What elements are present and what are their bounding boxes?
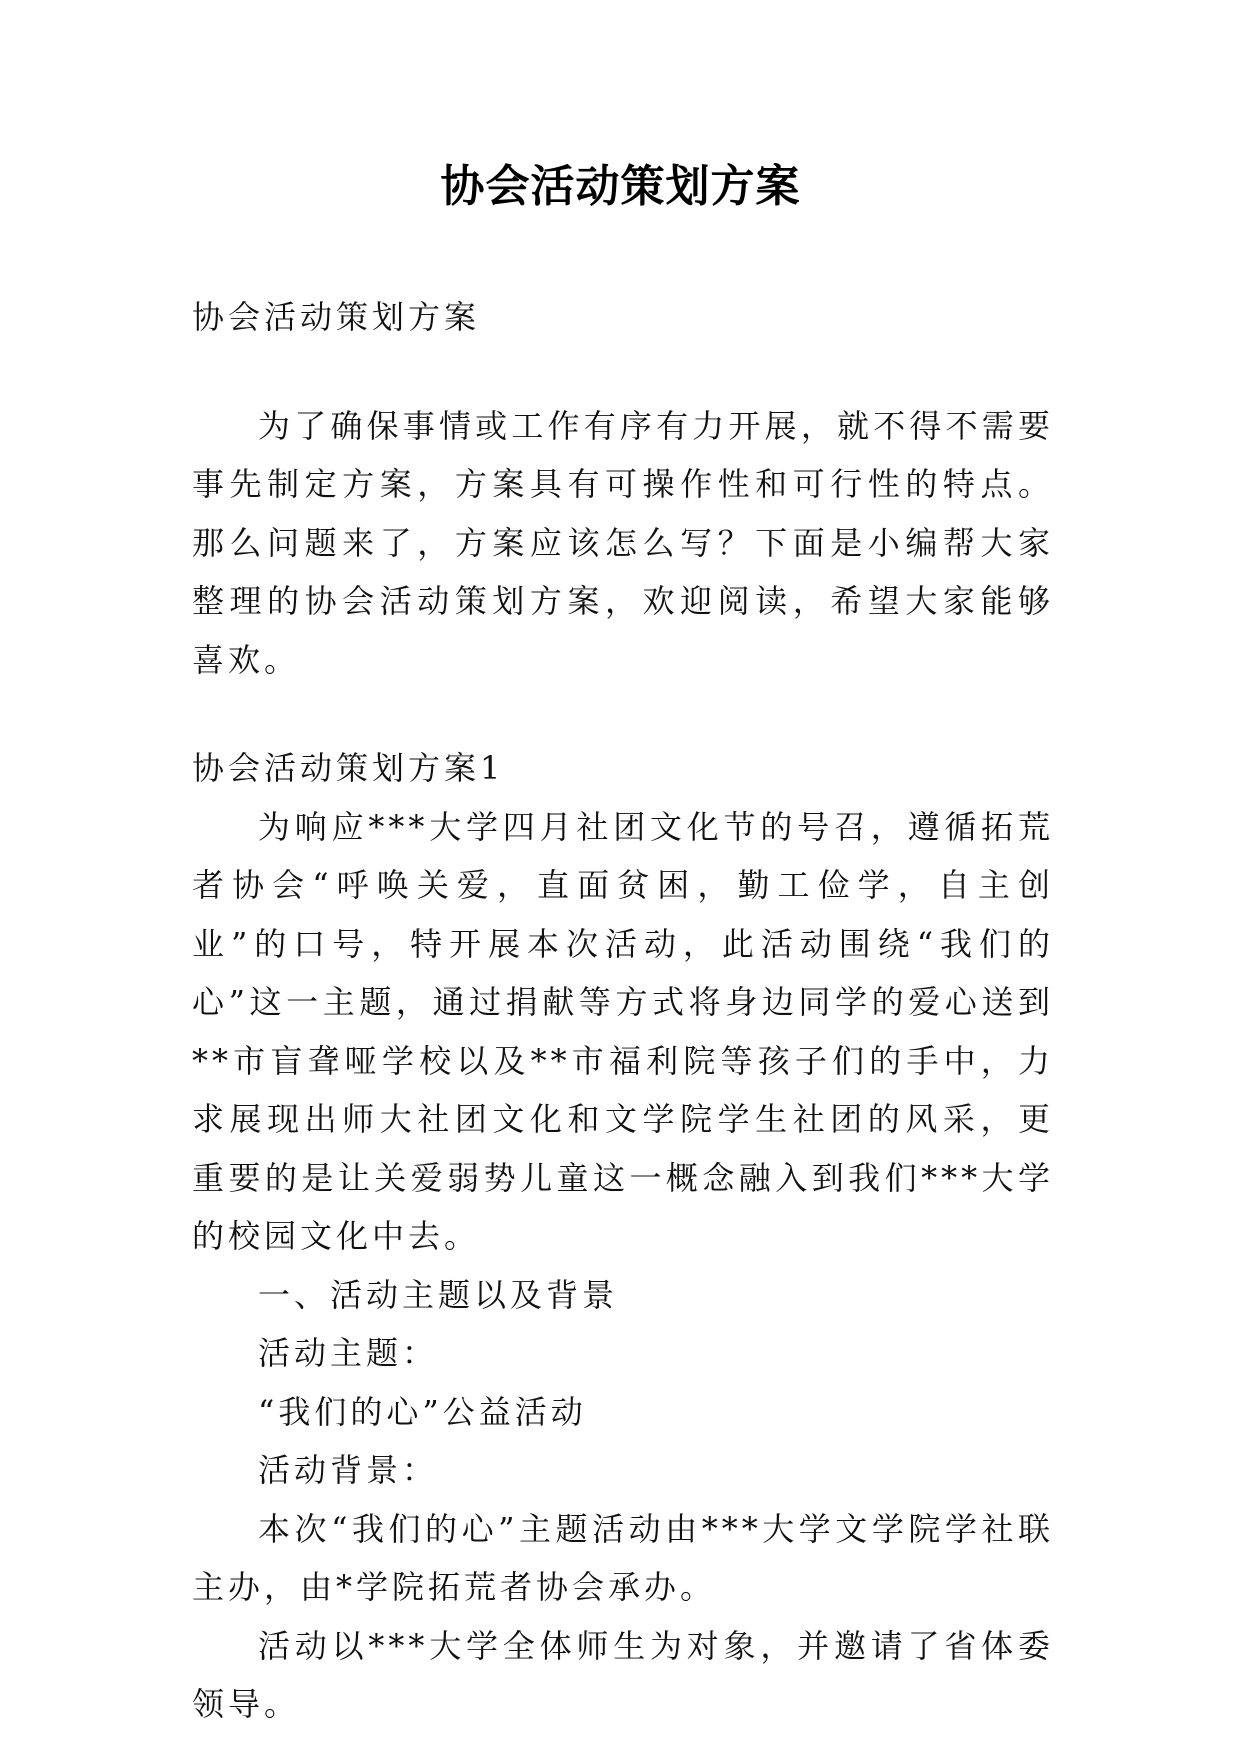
document-body bbox=[192, 288, 1054, 1734]
theme-value: “我们的心”公益活动 bbox=[258, 1392, 587, 1431]
document-title: 协会活动策划方案 bbox=[440, 161, 801, 212]
section-paragraph: 为响应***大学四月社团文化节的号召，遵循拓荒者协会“呼唤关爱，直面贫困，勤工俭学，自主创业”的口号，特开展本次活动，此活动围绕“我们的心”这一主题，通过捐献等方式将身边同学的爱心送到**市盲聋哑学校以及**市福利院等孩子们的手中，力求展现出师大社团文化和文学院学生社团的风采，更重要的是让关爱弱势儿童这一概念融入到我们***大学的校园文化中去。 bbox=[192, 807, 1054, 1255]
background-label: 活动背景： bbox=[258, 1451, 439, 1489]
background-paragraph: 本次“我们的心”主题活动由***大学文学院学社联主办，由*学院拓荒者协会承办。 bbox=[192, 1509, 1054, 1606]
theme-label: 活动主题： bbox=[258, 1334, 439, 1372]
item-heading: 一、活动主题以及背景 bbox=[258, 1275, 619, 1314]
document-subtitle: 协会活动策划方案 bbox=[192, 298, 481, 336]
section-heading: 协会活动策划方案1 bbox=[192, 749, 505, 787]
intro-paragraph: 为了确保事情或工作有序有力开展，就不得不需要事先制定方案，方案具有可操作性和可行性的特点。那么问题来了，方案应该怎么写？下面是小编帮大家整理的协会活动策划方案，欢迎阅读，希望大家能够喜欢。 bbox=[192, 406, 1054, 679]
audience-paragraph: 活动以***大学全体师生为对象，并邀请了省体委领导。 bbox=[192, 1626, 1054, 1723]
